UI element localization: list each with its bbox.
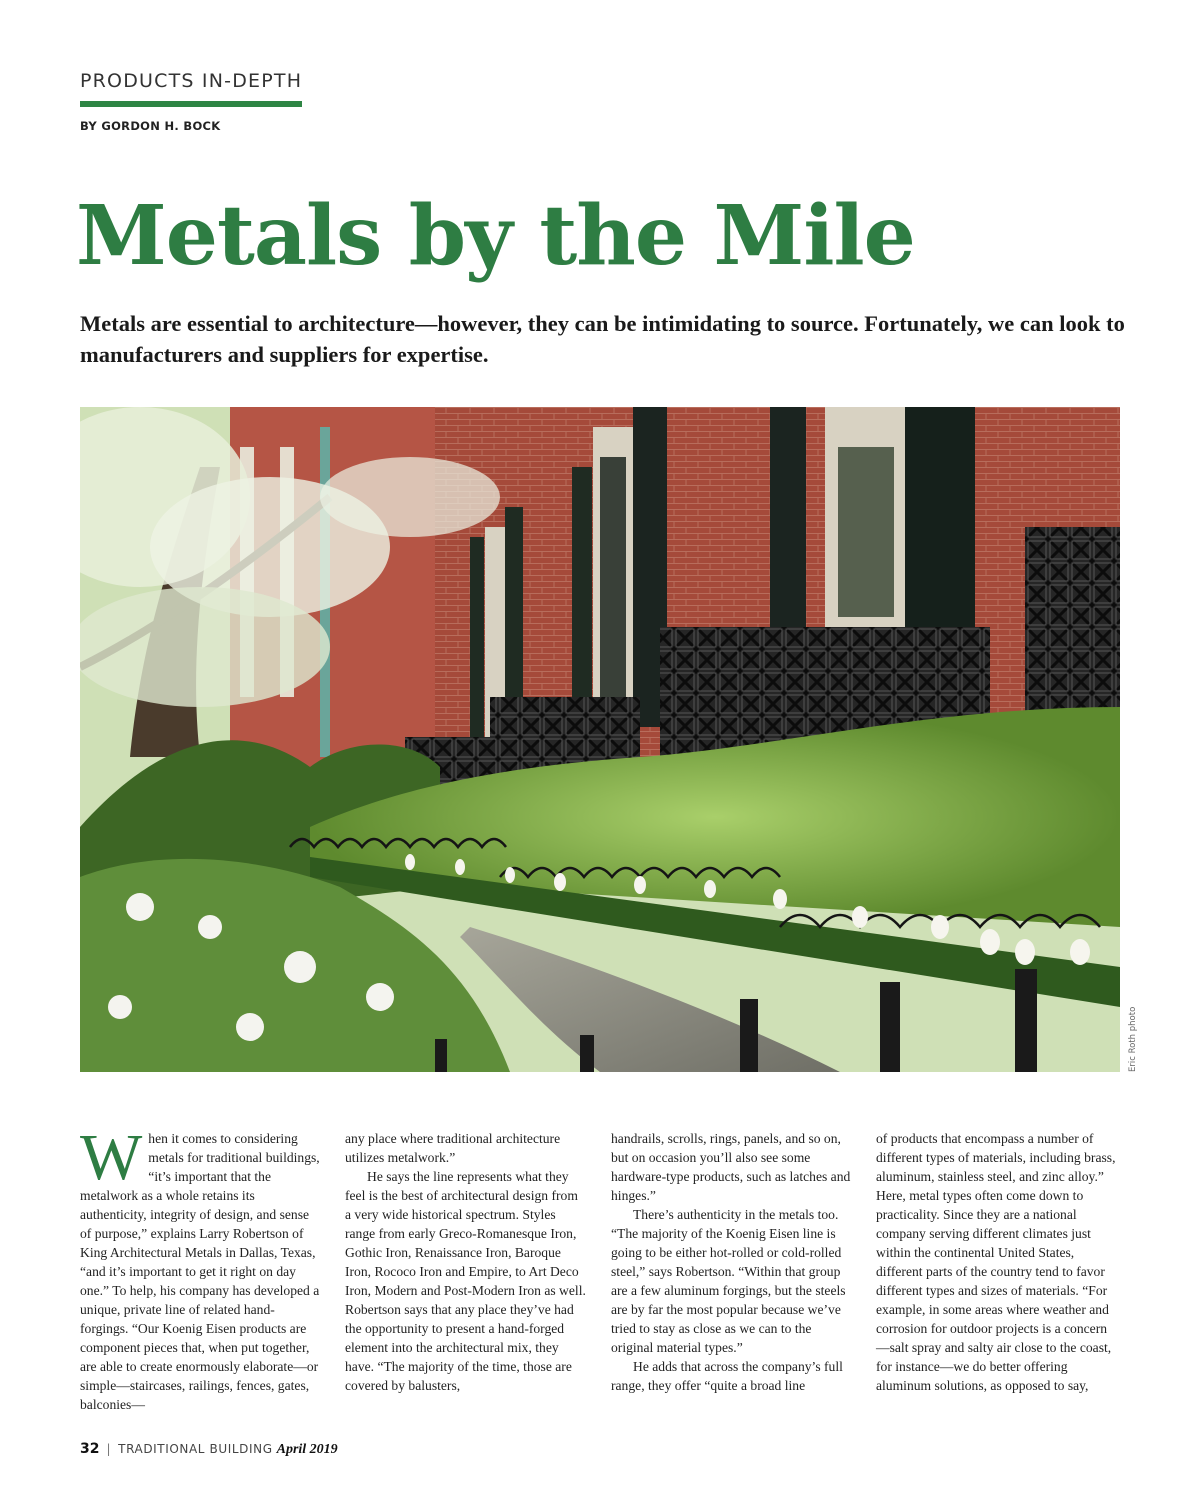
body-paragraph: of products that encompass a number of different types of materials, including brass, aluminum, stainless steel, and zinc alloy.” Here, metal types often come down to practicality. Since they are a national company serving different climates just within the continental United States, different parts of the country tend to favor different types and sizes of materials. “For example, in some areas where weather and corrosion for outdoor projects is a concern—salt spray and salty air close to the coast, for instance—we do better offering aluminum solutions, as opposed to say, — [876, 1131, 1116, 1393]
body-column-1 — [80, 1121, 322, 1414]
body-column-2 — [345, 1129, 587, 1395]
photo-credit: Eric Roth photo — [1128, 1006, 1138, 1072]
issue-date: April 2019 — [276, 1442, 338, 1457]
section-rule — [80, 101, 302, 107]
page-footer — [80, 1441, 338, 1458]
body-column-3 — [611, 1129, 853, 1395]
footer-separator: | — [106, 1442, 112, 1456]
deck: Metals are essential to architecture—however, they can be intimidating to source. Fortunately, we can look to manufacturers and suppliers for expertise. — [80, 311, 1125, 367]
drop-cap: W — [80, 1121, 143, 1194]
body-paragraph: There’s authenticity in the metals too. “The majority of the Koenig Eisen line is going to be either hot-rolled or cold-rolled steel,” says Robertson. “Within that group are a few aluminum forgings, but the steels are by far the most popular because we’ve tried to stay as close as we can to the original material types.” — [611, 1207, 846, 1355]
body-paragraph: handrails, scrolls, rings, panels, and so on, but on occasion you’ll also see some hardware-type products, such as latches and hinges.” — [611, 1131, 851, 1203]
page-number: 32 — [80, 1441, 100, 1457]
body-paragraph: He adds that across the company’s full range, they offer “quite a broad line — [611, 1359, 843, 1393]
section-label: PRODUCTS IN-DEPTH — [80, 70, 303, 92]
paragraph-text: hen it comes to considering metals for traditional buildings, “it’s important that the metalwork as a whole retains its authenticity, integrity of design, and sense of purpose,” explains Larry Robertson of King Architectural Metals in Dallas, Texas, “and it’s important to get it right on day one.” To help, his company has developed a unique, private line of related hand-forgings. “Our Koenig Eisen products are component pieces that, when put together, are able to create enormously elaborate—or simple—staircases, railings, fences, gates, balconies— — [80, 1131, 320, 1412]
body-paragraph: any place where traditional architecture utilizes metalwork.” — [345, 1131, 561, 1165]
byline: BY GORDON H. BOCK — [80, 119, 221, 133]
headline: Metals by the Mile — [76, 188, 915, 284]
body-column-4 — [876, 1129, 1118, 1395]
magazine-name: TRADITIONAL BUILDING — [118, 1442, 273, 1456]
body-paragraph — [80, 1121, 322, 1414]
hero-photo — [80, 407, 1120, 1072]
body-paragraph: He says the line represents what they feel is the best of architectural design from a very wide historical spectrum. Styles range from early Greco-Romanesque Iron, Gothic Iron, Renaissance Iron, Baroque Iron, Rococo Iron and Empire, to Art Deco Iron, Modern and Post-Modern Iron as well. Robertson says that any place they’ve had the opportunity to present a hand-forged element into the architectural mix, they have. “The majority of the time, those are covered by balusters, — [345, 1169, 586, 1393]
